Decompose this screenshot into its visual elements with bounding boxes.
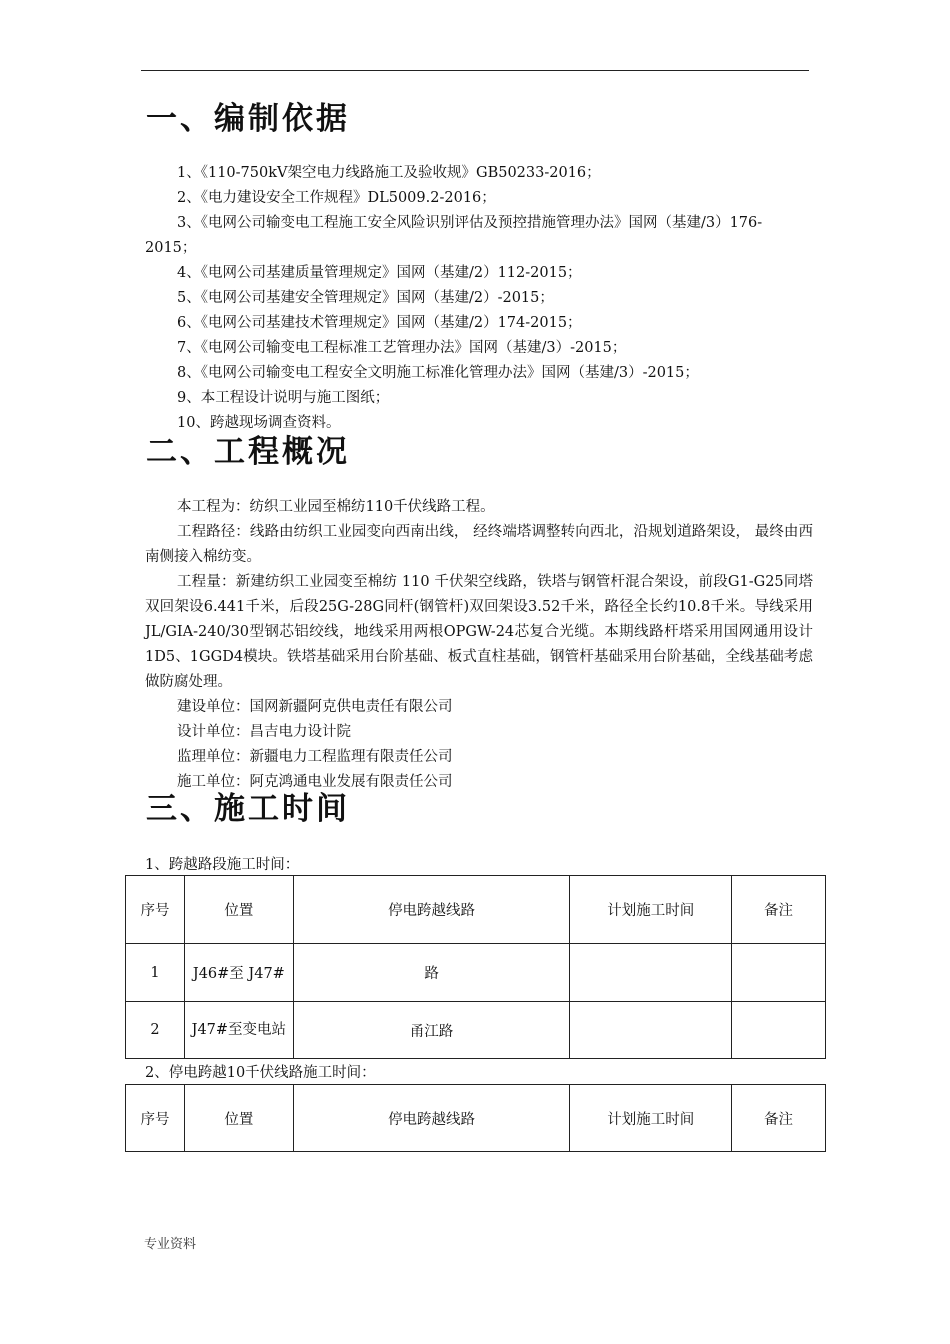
cell-line: 路 [293,944,570,1002]
ref-item-2: 2、《电力建设安全工作规程》DL5009.2-2016； [177,190,496,206]
cell-index: 1 [126,944,185,1002]
section-2-body [145,495,813,795]
project-scope: 工程量：新建纺织工业园变至棉纺 110 千伏架空线路，铁塔与钢管杆混合架设，前段G1-G25同塔双回架设6.441千米，后段25G-28G同杆(钢管杆)双回架设3.52千米，路径全长约10.8千米。导线采用JL/GIA-240/30型钢芯铝绞线，地线采用两根OPGW-24芯复合光缆。本期线路杆塔采用国网通用设计1D5、1GGD4模块。铁塔基础采用台阶基础、板式直柱基础，钢管杆基础采用台阶基础，全线基础考虑做防腐处理。 [145,574,813,690]
section-1-title: 一、编制依据 [146,101,350,137]
col-header-location: 位置 [184,1085,293,1152]
ref-item-9: 9、本工程设计说明与施工图纸； [177,390,390,406]
col-header-time: 计划施工时间 [570,876,732,944]
contractor-unit: 施工单位：阿克鸿通电业发展有限责任公司 [177,774,453,790]
table-header-row [126,876,826,944]
ref-item-5: 5、《电网公司基建安全管理规定》国网（基建/2）-2015； [177,290,554,306]
col-header-index: 序号 [126,1085,185,1152]
supervision-unit: 监理单位：新疆电力工程监理有限责任公司 [177,749,453,765]
col-header-location: 位置 [184,876,293,944]
table1-caption: 1、跨越路段施工时间： [145,857,300,873]
ref-item-4: 4、《电网公司基建质量管理规定》国网（基建/2）112-2015； [177,265,582,281]
cell-time [570,944,732,1002]
cell-line: 甬江路 [293,1002,570,1059]
ref-item-3: 3、《电网公司输变电工程施工安全风险识别评估及预控措施管理办法》国网（基建/3）176-2015； [145,215,763,256]
cell-note [732,1002,826,1059]
table2-caption: 2、停电跨越10千伏线路施工时间： [145,1065,376,1081]
col-header-note: 备注 [732,1085,826,1152]
col-header-line: 停电跨越线路 [293,1085,570,1152]
cell-location: J46#至 J47# [184,944,293,1002]
section-2-title: 二、工程概况 [146,434,350,470]
cell-note [732,944,826,1002]
crossing-road-table [125,875,826,1059]
col-header-time: 计划施工时间 [570,1085,732,1152]
ref-item-7: 7、《电网公司输变电工程标准工艺管理办法》国网（基建/3）-2015； [177,340,627,356]
table-header-row [126,1085,826,1152]
page-footer: 专业资料 [144,1237,197,1252]
section-3-title: 三、施工时间 [146,791,350,827]
col-header-index: 序号 [126,876,185,944]
table-row [126,944,826,1002]
col-header-note: 备注 [732,876,826,944]
construction-unit: 建设单位：国网新疆阿克供电责任有限公司 [177,699,453,715]
cell-time [570,1002,732,1059]
crossing-10kv-table [125,1084,826,1152]
project-name: 本工程为：纺织工业园至棉纺110千伏线路工程。 [177,499,495,515]
design-unit: 设计单位：昌吉电力设计院 [177,724,351,740]
section-1-list [145,161,813,436]
project-route: 工程路径：线路由纺织工业园变向西南出线， 经终端塔调整转向西北，沿规划道路架设， 最终由西南侧接入棉纺变。 [145,524,813,565]
cell-index: 2 [126,1002,185,1059]
col-header-line: 停电跨越线路 [293,876,570,944]
cell-location: J47#至变电站 [184,1002,293,1059]
ref-item-8: 8、《电网公司输变电工程安全文明施工标准化管理办法》国网（基建/3）-2015； [177,365,699,381]
ref-item-10: 10、跨越现场调查资料。 [177,415,341,431]
table-row [126,1002,826,1059]
ref-item-6: 6、《电网公司基建技术管理规定》国网（基建/2）174-2015； [177,315,582,331]
header-rule [141,70,809,71]
ref-item-1: 1、《110-750kV架空电力线路施工及验收规》GB50233-2016； [177,165,601,181]
